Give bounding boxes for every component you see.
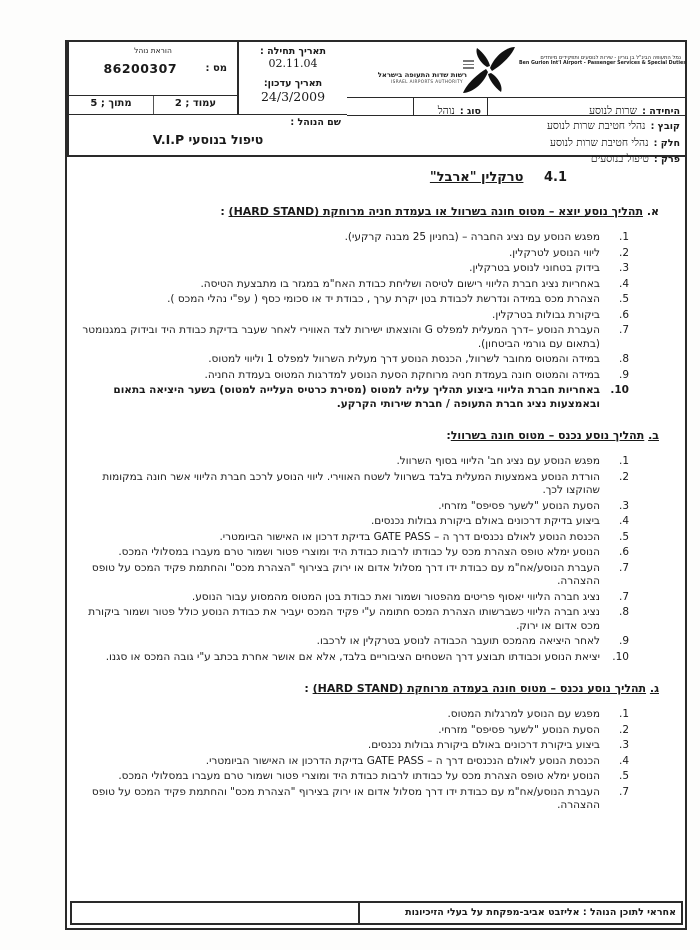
item-text: ביצוע ביקורת דרכונים באולם ביקורת גבולות נכנסים. xyxy=(367,739,600,751)
item-text: ליווי הנוסע לטרקלין. xyxy=(508,246,600,259)
list-item xyxy=(81,455,629,469)
item-number: 2. xyxy=(618,470,629,483)
item-number: 7. xyxy=(618,561,629,574)
list-item xyxy=(81,293,629,307)
number-label: מס : xyxy=(205,63,227,74)
item-number: 4. xyxy=(618,515,629,527)
list-item xyxy=(81,591,629,605)
list-item xyxy=(81,651,629,665)
org-cell xyxy=(347,42,687,165)
item-text: באחריות נציג חברת הליווי רישום לטיסה ושליחת כבודת האח"מ במגזר בו מתבצעת הטיסה. xyxy=(200,277,600,290)
item-text: הצהרת מכס במידה ונדרשת לכבודת בטן יקרת ערך , כבודת יד או סכומי כסף ( עפ"י נהלי המכס ). xyxy=(167,293,600,305)
item-number: 5. xyxy=(618,293,629,305)
list-item xyxy=(81,369,629,383)
title-section-number: 4.1 xyxy=(543,170,567,185)
list-item xyxy=(81,786,629,813)
item-text: הורדת הנוסע באמצעות המעלית בלבד בשרוול לשטח האווירי. ליווי הנוסע לרכב חברת הליווי אשר חונה במקומות שהוקצו לכך. xyxy=(102,470,600,496)
start-date-label: תאריך תחילה : xyxy=(260,46,326,57)
footer-empty-cell xyxy=(72,903,358,923)
section-heading xyxy=(79,205,659,218)
part-label: חלק : xyxy=(653,137,680,149)
item-text: באחריות חברת הליווי ביצוע תהליך עליה למטוס (מסירת כרטיס העלייה למטוס) בשער היציאה בתאום ובאמצעות נציג חברת התעופה / חברת שירותי הקרקע. xyxy=(113,384,600,410)
type-value: נוהל xyxy=(437,105,455,117)
section-items xyxy=(67,708,685,813)
item-number: 1. xyxy=(618,231,629,243)
list-item xyxy=(81,384,629,411)
procedure-section-c xyxy=(67,682,685,813)
list-item xyxy=(81,278,629,292)
dates-cell xyxy=(237,42,347,114)
content-responsible: אחראי לתוכן הנוהל : אליזבט אביב-מפקחת על בעלי הזיכיונות xyxy=(358,903,681,923)
file-part-chapter-block xyxy=(347,115,685,167)
chapter-label: פרק : xyxy=(653,154,680,165)
file-value: נהלי חטיבת שרות לנוסע xyxy=(546,120,646,132)
item-text: הכנסת הנוסע לאולם נכנסים דרך ה – GATE PASS בדיקת דרכון או האישור הביומטרי. xyxy=(219,530,600,543)
item-number: 9. xyxy=(618,368,629,381)
type-label: סוג : xyxy=(459,106,481,117)
section-colon: : xyxy=(304,682,313,695)
document-frame xyxy=(65,40,687,930)
item-number: 7. xyxy=(618,324,629,336)
item-text: ביקורת גבולות בטרקלין. xyxy=(492,308,600,321)
list-item xyxy=(81,247,629,261)
file-label: קובץ : xyxy=(650,121,680,132)
item-text: נציג חברה הליווי כשברשותו הצהרת המכס חתומה ע"י פקיד המכס יעביר את כבודת הנוסע כולל פטור ושמור ביקורת מכס אדום או ירוק. xyxy=(88,606,600,632)
procedure-number-cell xyxy=(67,42,237,95)
update-date: 24/3/2009 xyxy=(260,89,326,104)
item-text: מפגש עם הנוסע למרגלות המטוס. xyxy=(447,708,600,720)
list-item xyxy=(81,755,629,769)
org-name-hebrew: רשות שדות התעופה בישראל xyxy=(377,71,467,79)
item-text: הנוסע ימלא טופס הצהרת מכס על כבודתו לרבות כבודת היד ומוצרי פטור ושמור טרם מעברו במסלולי המכס. xyxy=(118,770,600,782)
item-text: הסעת הנוסע "לשער פסיפס" מזרחי. xyxy=(438,499,600,512)
list-item xyxy=(81,635,629,649)
section-items xyxy=(67,231,685,411)
page-total: מתוך ; 5 xyxy=(90,98,132,109)
item-number: 2. xyxy=(618,246,629,259)
item-number: 1. xyxy=(618,455,629,467)
item-text: ביצוע בדיקת דרכונים באולם ביקורת גבולות נכנסים. xyxy=(370,515,600,527)
section-letter: ב. xyxy=(648,429,659,442)
update-date-label: תאריך עדכון: xyxy=(263,78,323,89)
airport-subtitle-english: Ben Gurion Int'l Airport - Passenger Services & Special Duties xyxy=(519,61,687,66)
unit-row xyxy=(347,97,685,115)
section-title: תהליך נוסע נכנס – מטוס חונה בשרוול xyxy=(450,429,645,442)
item-number: 7. xyxy=(618,785,629,798)
item-text: העברת הנוסע/אח"מ עם כבודת ידו דרך מסלול אדום או ירוק בצירוף "הצהרת מכס" והחתמת פקיד המכס על טופס ההצהרה. xyxy=(91,785,600,811)
unit-label: היחידה : xyxy=(642,106,680,117)
section-letter: א. xyxy=(646,205,659,218)
logo-block xyxy=(347,42,685,97)
title-text: טרקלין "ארבל" xyxy=(429,170,524,185)
item-text: במידה והמטוס חונה בעמדת חניה מרוחקת הסעת הנוסע למדרגות המטוס בעמדת החניה. xyxy=(204,368,600,381)
item-text: מפגש הנוסע עם נציג חב' הליווי בסוף השרוול. xyxy=(396,455,600,467)
item-text: הכנסת הנוסע לאולם הנכנסים דרך ה – GATE PASS בדיקת הדרכון או האישור הביומטרי. xyxy=(205,754,600,767)
list-item xyxy=(81,471,629,498)
list-item xyxy=(81,531,629,545)
item-text: לאחר היציאה מהמכס תועבר הכבודה לנוסע בטרקלין או לרכבו. xyxy=(316,635,600,647)
list-item xyxy=(81,324,629,351)
list-item xyxy=(81,309,629,323)
section-colon: : xyxy=(446,429,451,442)
item-text: מפגש הנוסע עם נציג החברה – (בחניון 25 מבנה קרקעי). xyxy=(344,231,600,243)
section-letter: ג. xyxy=(649,682,659,695)
airport-subtitle-hebrew: נמל התעופה הבינ"ל בן גוריון - שירות לנוסעים ותפקידים מיוחדים xyxy=(540,55,681,61)
item-number: 7. xyxy=(618,590,629,603)
section-heading xyxy=(79,682,659,695)
item-text: במידה והמטוס מחובר לשרוול, הכנסת הנוסע דרך מעלית השרוול למפלס 1 וליווי למטוס. xyxy=(208,353,600,365)
item-text: הנוסע ימלא טופס הצהרת מכס על כבודתו לרבות כבודת היד ומוצרי פטור ושמור טרם מעברו במסלולי המכס. xyxy=(118,546,600,558)
item-number: 8. xyxy=(618,353,629,365)
list-item xyxy=(81,562,629,589)
item-number: 9. xyxy=(618,635,629,647)
item-text: העברת הנוסע/אח"מ עם כבודת ידו דרך מסלול אדום או ירוק בצירוף "הצהרת מכס" והחתמת פקיד המכס על טופס ההצהרה. xyxy=(91,561,600,587)
item-number: 5. xyxy=(618,770,629,782)
section-heading xyxy=(79,429,659,442)
item-number: 1. xyxy=(618,708,629,720)
procedure-name-cell xyxy=(67,114,347,157)
item-number: 4. xyxy=(618,277,629,290)
sections-container xyxy=(67,205,685,813)
unit-value: שרות לנוסע xyxy=(589,105,638,117)
document-header-table xyxy=(67,42,687,165)
list-item xyxy=(81,546,629,560)
section-title: תהליך נוסע נכנס – מטוס חונה בעמדה מרוחקת (HARD STAND) xyxy=(312,682,647,695)
procedure-section-a xyxy=(67,205,685,411)
item-number: 10. xyxy=(612,650,629,663)
item-number: 6. xyxy=(618,308,629,321)
list-item xyxy=(81,353,629,367)
section-items xyxy=(67,455,685,664)
form-type-label: הוראת נוהל xyxy=(134,46,172,55)
list-item xyxy=(81,515,629,529)
section-title: תהליך נוסע יוצא – מטוס חונה בשרוול או בעמדת חניה מרוחקת (HARD STAND) xyxy=(228,205,643,218)
list-item xyxy=(81,500,629,514)
list-item xyxy=(81,770,629,784)
list-item xyxy=(81,739,629,753)
start-date: 02.11.04 xyxy=(268,57,318,70)
procedure-name-label: שם הנוהל : xyxy=(290,117,341,128)
procedure-section-b xyxy=(67,429,685,664)
part-value: נהלי חטיבת שרות לנוסע xyxy=(550,136,649,149)
item-number: 10. xyxy=(610,384,629,396)
list-item xyxy=(81,724,629,738)
procedure-name: טיפול בנוסעי V.I.P xyxy=(152,132,264,147)
item-text: הסעת הנוסע "לשער פסיפס" מזרחי. xyxy=(438,723,600,736)
org-name-english: ISRAEL AIRPORTS AUTHORITY xyxy=(391,79,463,84)
list-item xyxy=(81,606,629,633)
procedure-number: 86200307 xyxy=(103,61,178,76)
item-number: 6. xyxy=(618,546,629,558)
item-text: העברת הנוסע –דרך המעלית למפלס G והוצאתו ישירות לצד האווירי לאחר שעבר בדיקת כבודת היד ובידוק במגנומטר (בתאום עם גורמי הביטחון). xyxy=(82,324,600,350)
item-number: 8. xyxy=(618,606,629,618)
item-number: 3. xyxy=(618,499,629,512)
item-text: נציג חברה הליווי יאסוף פריטים מהפטור ושמור ואת כבודת בטן המטוס מהמסוע עבור הנוסע. xyxy=(191,590,600,603)
footer-bar xyxy=(70,901,683,925)
item-number: 5. xyxy=(618,530,629,543)
chapter-value: טיפול בנוסעים xyxy=(590,153,649,165)
item-number: 3. xyxy=(618,739,629,751)
list-item xyxy=(81,231,629,245)
list-item xyxy=(81,708,629,722)
item-number: 4. xyxy=(618,754,629,767)
item-text: בידוק בטחוני לנוסע בטרקלין. xyxy=(469,262,600,274)
item-text: יציאת הנוסע וכבודתו תבוצע דרך השטחים הציבוריים בלבד, אלא אם אושר אחרת בכתב ע"י גובה המכס או סגנו. xyxy=(105,650,600,663)
page-number: עמוד ; 2 xyxy=(153,96,237,114)
item-number: 2. xyxy=(618,723,629,736)
item-number: 3. xyxy=(618,262,629,274)
section-colon: : xyxy=(220,205,229,218)
airports-authority-pinwheel-logo-icon xyxy=(459,45,519,95)
page-indicator-cell xyxy=(67,95,237,114)
list-item xyxy=(81,262,629,276)
